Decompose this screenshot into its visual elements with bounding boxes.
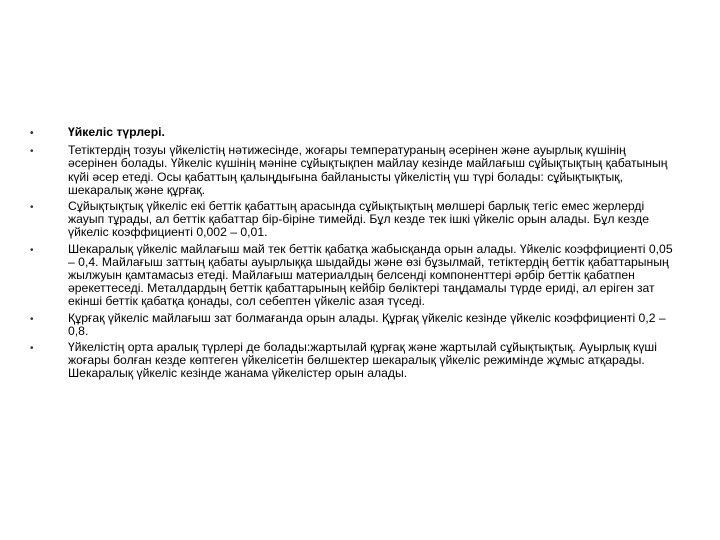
bullet-item-boundary-friction: • Шекаралық үйкеліс майлағыш май тек беттік қабатқа жабысқанда орын алады. Үйкеліс коэффициенті 0,05 – 0,4. Майлағыш заттың қабаты ауырлыққа шыдайды және өзі бұзылмай, тетіктердің беттік қабаттарының жылжуын қамтамасыз етеді. Майлағыш материалдың белсенді компоненттері әрбір беттік қабатпен әрекеттеседі. Металдардың беттік қабаттарының кейбір бөліктері таңдамалы түрде ериді, ал еріген зат екінші беттік қабатқа қонады, сол себептен үйкеліс азая түседі.: [26, 243, 676, 309]
bullet-item-wear-causes: • Тетіктердің тозуы үйкелістің нәтижесінде, жоғары температураның әсерінен және ауырлық күшінің әсерінен болады. Үйкеліс күшінің мәніне сұйықтықпен майлау кезінде майлағыш сұйықтықтың қабатының күйі әсер етеді. Осы қабаттың қалыңдығына байланысты үйкелістің үш түрі болады: сұйықтықтық, шекаралық және құрғақ.: [26, 144, 676, 197]
bullet-list: [26, 126, 676, 384]
bullet-item-intermediate-friction: • Үйкелістің орта аралық түрлері де болады:жартылай құрғақ және жартылай сұйықтықтық. Ауырлық күші жоғары болған кезде көптеген үйкелісетін бөлшектер шекаралық үйкеліс режимінде жұмыс атқарады. Шекаралық үйкеліс кезінде жанама үйкелістер орын алады.: [26, 341, 676, 381]
bullet-item-fluid-friction: • Сұйықтықтық үйкеліс екі беттік қабаттың арасында сұйықтықтың мөлшері барлық тегіс емес жерлерді жауып тұрады, ал беттік қабаттар бір-біріне тимейді. Бұл кезде тек ішкі үйкеліс орын алады. Бұл кезде үйкеліс коэффициенті 0,002 – 0,01.: [26, 200, 676, 240]
bullet-item-heading: • Үйкеліс түрлері.: [26, 126, 676, 139]
bullet-item-dry-friction: • Құрғақ үйкеліс майлағыш зат болмағанда орын алады. Құрғақ үйкеліс кезінде үйкеліс коэффициенті 0,2 – 0,8.: [26, 312, 676, 338]
